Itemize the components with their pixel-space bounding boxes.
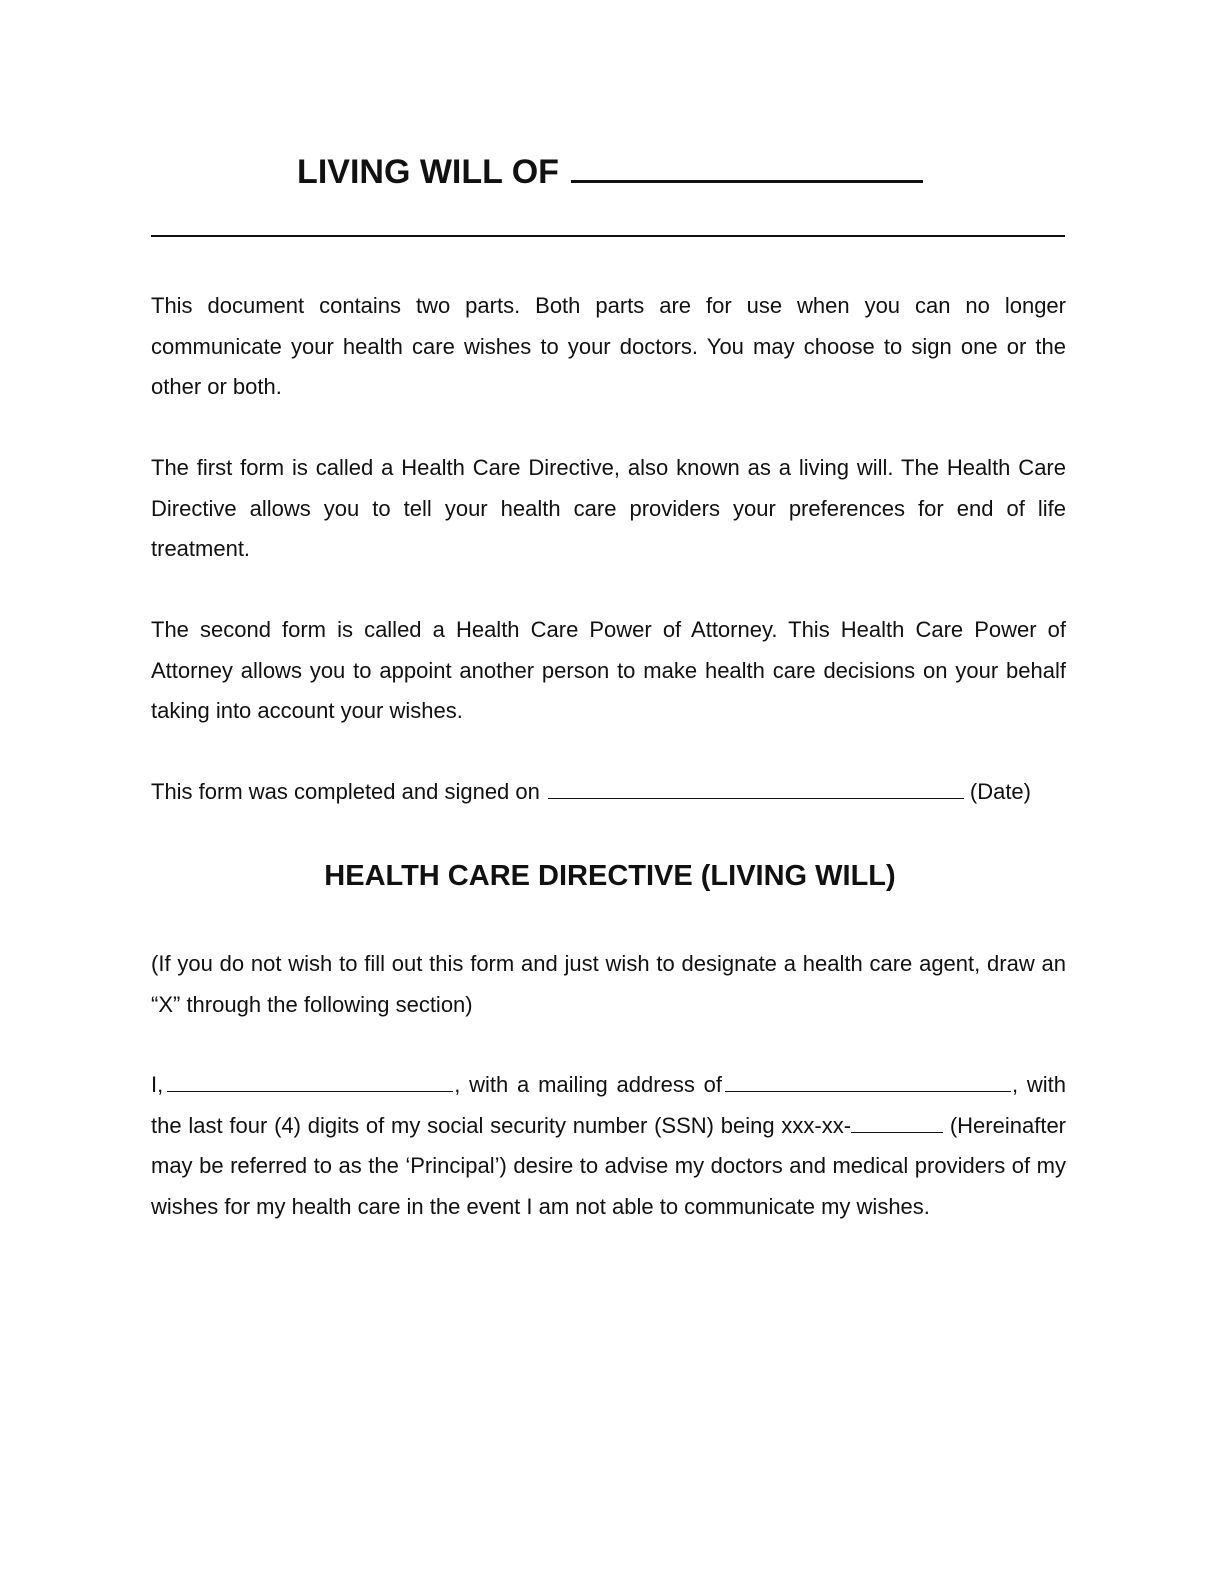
ssn-text: the last four (4) digits of my social security number (SSN) being xxx-xx- bbox=[151, 1112, 852, 1138]
principal-name-blank[interactable] bbox=[167, 1069, 453, 1092]
mailing-address-blank[interactable] bbox=[725, 1069, 1011, 1092]
title-divider bbox=[151, 235, 1065, 237]
ssn-last-four-blank[interactable] bbox=[851, 1110, 943, 1133]
intro-paragraph-3: The second form is called a Health Care Power of Attorney. This Health Care Power of Attorney allows you to appoint another person to make health care decisions on your behalf taking into account your wishes. bbox=[151, 617, 1066, 723]
intro-paragraph-2: The first form is called a Health Care Directive, also known as a living will. The Health Care Directive allows you to tell your health care providers your preferences for end of life treatment. bbox=[151, 455, 1066, 561]
intro-paragraph-1: This document contains two parts. Both parts are for use when you can no longer communicate your health care wishes to your doctors. You may choose to sign one or the other or both. bbox=[151, 293, 1066, 399]
instruction-paragraph: (If you do not wish to fill out this form and just wish to designate a health care agent, draw an “X” through the following section) bbox=[151, 951, 1066, 1017]
principal-paragraph bbox=[151, 1065, 1066, 1227]
mailing-address-label: , with a mailing address of bbox=[454, 1072, 722, 1097]
signed-on-label: This form was completed and signed on bbox=[151, 779, 540, 804]
principal-statement: (Hereinafter may be referred to as the ‘Principal’) desire to advise my doctors and medical providers of my wishes for my health care in the event I am not able to communicate my wishes. bbox=[151, 1112, 1066, 1219]
document-title bbox=[0, 150, 1220, 194]
signed-date-blank[interactable] bbox=[548, 776, 964, 799]
section-heading: HEALTH CARE DIRECTIVE (LIVING WILL) bbox=[324, 860, 896, 892]
signed-date-line bbox=[151, 772, 1066, 813]
principal-prefix: I, bbox=[151, 1072, 164, 1097]
testator-name-blank[interactable] bbox=[571, 150, 923, 183]
title-text: LIVING WILL OF bbox=[297, 153, 559, 191]
with-label: , with bbox=[1011, 1072, 1066, 1097]
date-label: (Date) bbox=[969, 779, 1031, 804]
